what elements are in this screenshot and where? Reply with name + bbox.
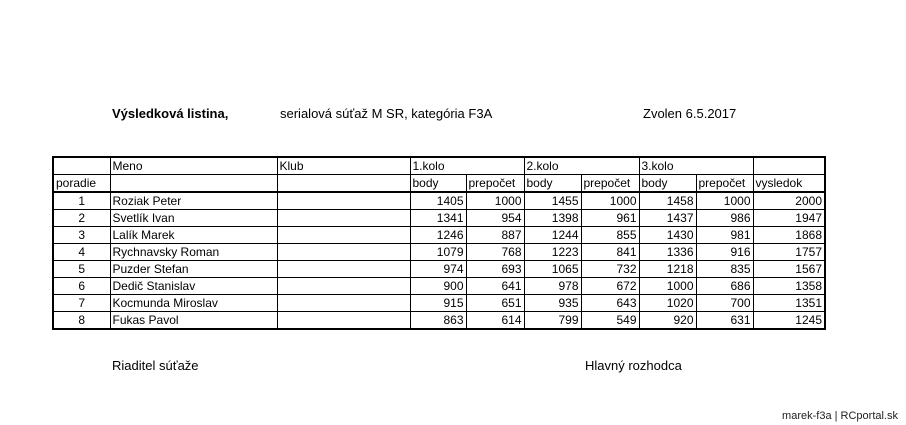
judge-signature-label: Hlavný rozhodca [585, 358, 682, 373]
r2-recalc-cell: 732 [581, 261, 639, 278]
table-row [53, 261, 825, 278]
table-row [53, 192, 825, 210]
header-empty-cell [110, 175, 277, 193]
r1-points-cell: 1405 [410, 192, 466, 210]
r2-points-cell: 1223 [524, 244, 581, 261]
header-name: Meno [110, 157, 277, 175]
header-r3-points: body [639, 175, 696, 193]
r2-points-cell: 799 [524, 312, 581, 330]
header-r3-recalc: prepočet [696, 175, 753, 193]
r2-recalc-cell: 672 [581, 278, 639, 295]
competition-subtitle: serialová súťaž M SR, kategória F3A [280, 106, 493, 121]
r3-recalc-cell: 981 [696, 227, 753, 244]
table-row [53, 227, 825, 244]
result-cell: 2000 [753, 192, 825, 210]
r2-recalc-cell: 855 [581, 227, 639, 244]
r1-points-cell: 1246 [410, 227, 466, 244]
club-cell [277, 244, 410, 261]
header-r2-recalc: prepočet [581, 175, 639, 193]
r1-points-cell: 915 [410, 295, 466, 312]
r1-recalc-cell: 614 [466, 312, 524, 330]
result-cell: 1351 [753, 295, 825, 312]
r1-recalc-cell: 887 [466, 227, 524, 244]
r2-points-cell: 1455 [524, 192, 581, 210]
table-row [53, 244, 825, 261]
club-cell [277, 210, 410, 227]
header-result: vysledok [753, 175, 825, 193]
r3-points-cell: 1000 [639, 278, 696, 295]
r1-recalc-cell: 1000 [466, 192, 524, 210]
r3-recalc-cell: 631 [696, 312, 753, 330]
r2-recalc-cell: 961 [581, 210, 639, 227]
rank-cell: 7 [53, 295, 110, 312]
header-round-3: 3.kolo [639, 157, 753, 175]
r1-points-cell: 1341 [410, 210, 466, 227]
name-cell: Kocmunda Miroslav [110, 295, 277, 312]
header-r1-points: body [410, 175, 466, 193]
r3-points-cell: 1437 [639, 210, 696, 227]
r2-recalc-cell: 841 [581, 244, 639, 261]
r3-points-cell: 920 [639, 312, 696, 330]
result-cell: 1567 [753, 261, 825, 278]
r2-points-cell: 1398 [524, 210, 581, 227]
r3-points-cell: 1430 [639, 227, 696, 244]
table-row [53, 210, 825, 227]
document-title: Výsledková listina, [112, 106, 229, 121]
header-empty-cell [53, 157, 110, 175]
r2-recalc-cell: 549 [581, 312, 639, 330]
r1-recalc-cell: 641 [466, 278, 524, 295]
r3-points-cell: 1458 [639, 192, 696, 210]
header-empty-cell [277, 175, 410, 193]
r3-recalc-cell: 986 [696, 210, 753, 227]
club-cell [277, 278, 410, 295]
r3-recalc-cell: 700 [696, 295, 753, 312]
r3-recalc-cell: 1000 [696, 192, 753, 210]
header-row-2 [53, 175, 825, 193]
table-row [53, 295, 825, 312]
r3-points-cell: 1218 [639, 261, 696, 278]
club-cell [277, 192, 410, 210]
header-round-1: 1.kolo [410, 157, 524, 175]
r1-recalc-cell: 651 [466, 295, 524, 312]
r2-points-cell: 1244 [524, 227, 581, 244]
result-cell: 1757 [753, 244, 825, 261]
r2-recalc-cell: 643 [581, 295, 639, 312]
name-cell: Svetlík Ivan [110, 210, 277, 227]
rank-cell: 1 [53, 192, 110, 210]
rank-cell: 4 [53, 244, 110, 261]
rank-cell: 3 [53, 227, 110, 244]
r3-recalc-cell: 916 [696, 244, 753, 261]
club-cell [277, 227, 410, 244]
header-row-1 [53, 157, 825, 175]
club-cell [277, 312, 410, 330]
rank-cell: 5 [53, 261, 110, 278]
result-cell: 1358 [753, 278, 825, 295]
result-rows [53, 192, 825, 329]
table-row [53, 312, 825, 330]
name-cell: Rychnavsky Roman [110, 244, 277, 261]
watermark: marek-f3a | RCportal.sk [782, 410, 898, 422]
header-round-2: 2.kolo [524, 157, 639, 175]
name-cell: Fukas Pavol [110, 312, 277, 330]
header-empty-cell [753, 157, 825, 175]
r3-points-cell: 1336 [639, 244, 696, 261]
result-cell: 1868 [753, 227, 825, 244]
place-date: Zvolen 6.5.2017 [643, 106, 737, 121]
header-club: Klub [277, 157, 410, 175]
r1-recalc-cell: 768 [466, 244, 524, 261]
r1-points-cell: 1079 [410, 244, 466, 261]
rank-cell: 8 [53, 312, 110, 330]
club-cell [277, 295, 410, 312]
r2-recalc-cell: 1000 [581, 192, 639, 210]
rank-cell: 6 [53, 278, 110, 295]
r3-recalc-cell: 686 [696, 278, 753, 295]
r3-points-cell: 1020 [639, 295, 696, 312]
r2-points-cell: 978 [524, 278, 581, 295]
r2-points-cell: 935 [524, 295, 581, 312]
r1-recalc-cell: 954 [466, 210, 524, 227]
table-row [53, 278, 825, 295]
r1-recalc-cell: 693 [466, 261, 524, 278]
rank-cell: 2 [53, 210, 110, 227]
r2-points-cell: 1065 [524, 261, 581, 278]
name-cell: Roziak Peter [110, 192, 277, 210]
r1-points-cell: 863 [410, 312, 466, 330]
results-table [52, 156, 826, 330]
header-rank: poradie [53, 175, 110, 193]
result-cell: 1245 [753, 312, 825, 330]
header-r2-points: body [524, 175, 581, 193]
r1-points-cell: 974 [410, 261, 466, 278]
result-cell: 1947 [753, 210, 825, 227]
name-cell: Lalík Marek [110, 227, 277, 244]
club-cell [277, 261, 410, 278]
name-cell: Dedič Stanislav [110, 278, 277, 295]
header-r1-recalc: prepočet [466, 175, 524, 193]
director-signature-label: Riaditel súťaže [112, 358, 199, 373]
r1-points-cell: 900 [410, 278, 466, 295]
r3-recalc-cell: 835 [696, 261, 753, 278]
name-cell: Puzder Stefan [110, 261, 277, 278]
